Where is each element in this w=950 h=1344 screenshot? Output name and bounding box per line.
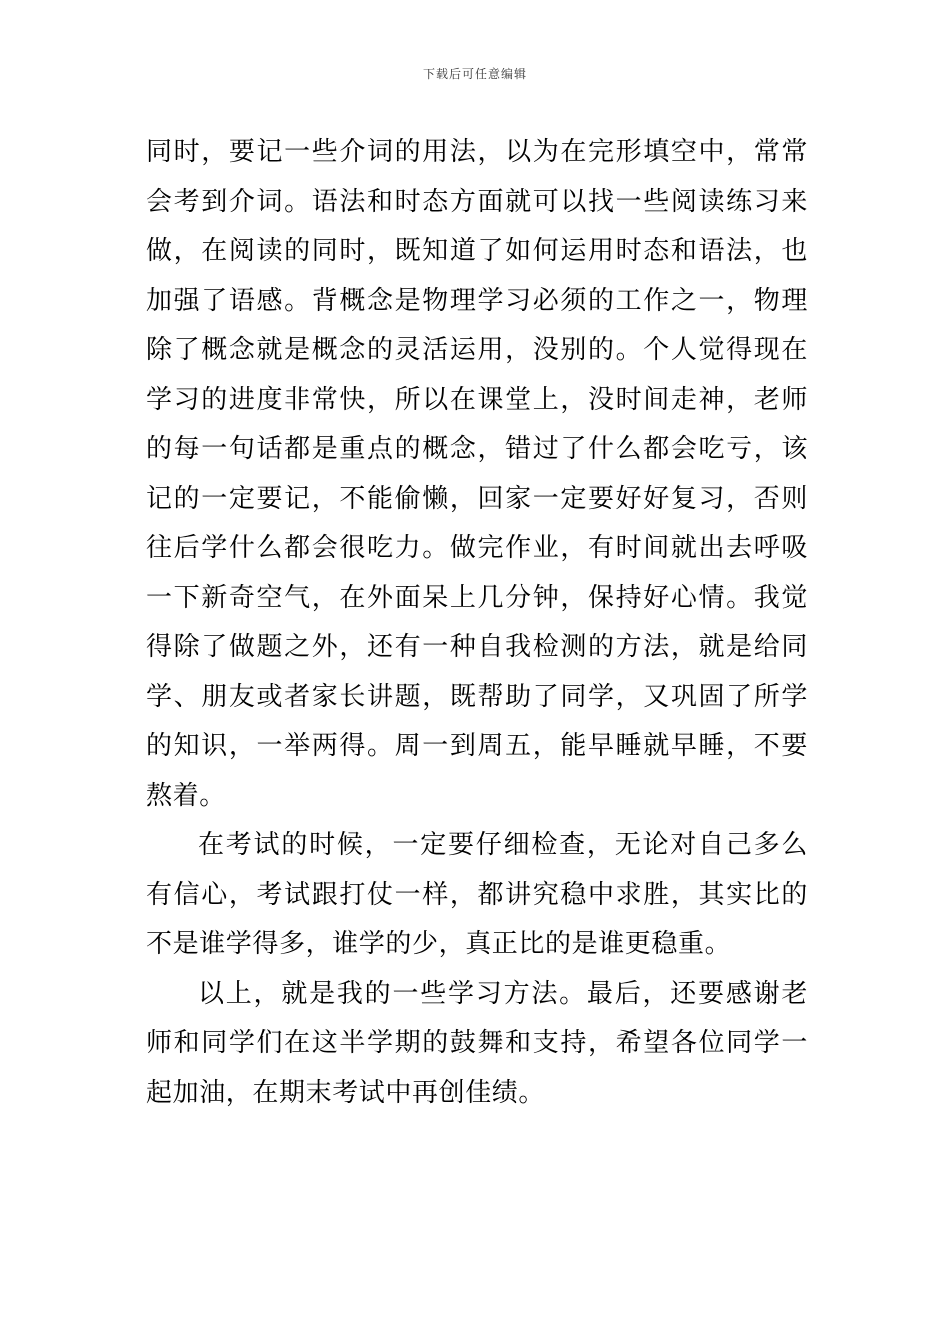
paragraph-closing: 以上，就是我的一些学习方法。最后，还要感谢老师和同学们在这半学期的鼓舞和支持，希望各位同学一起加油，在期末考试中再创佳绩。 [146,978,808,1108]
paragraph-exam-advice: 在考试的时候，一定要仔细检查，无论对自己多么有信心，考试跟打仗一样，都讲究稳中求胜，其实比的不是谁学得多，谁学的少，真正比的是谁更稳重。 [146,830,808,959]
document-body [146,128,808,1118]
paragraph-study-habits: 同时，要记一些介词的用法，以为在完形填空中，常常会考到介词。语法和时态方面就可以找一些阅读练习来做，在阅读的同时，既知道了如何运用时态和语法，也加强了语感。背概念是物理学习必须的工作之一，物理除了概念就是概念的灵活运用，没别的。个人觉得现在学习的进度非常快，所以在课堂上，没时间走神，老师的每一句话都是重点的概念，错过了什么都会吃亏，该记的一定要记，不能偷懒，回家一定要好好复习，否则往后学什么都会很吃力。做完作业，有时间就出去呼吸一下新奇空气，在外面呆上几分钟，保持好心情。我觉得除了做题之外，还有一种自我检测的方法，就是给同学、朋友或者家长讲题，既帮助了同学，又巩固了所学的知识，一举两得。周一到周五，能早睡就早睡，不要熬着。 [146,137,808,811]
header-note: 下载后可任意编辑 [422,67,527,81]
